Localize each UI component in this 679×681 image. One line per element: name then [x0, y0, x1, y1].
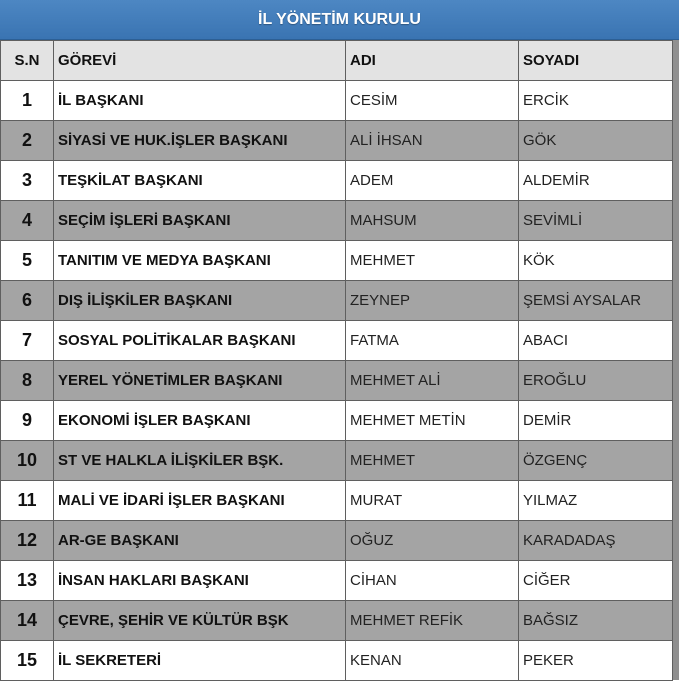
row-role: DIŞ İLİŞKİLER BAŞKANI	[54, 281, 346, 321]
table-row	[1, 441, 673, 481]
row-name: FATMA	[346, 321, 519, 361]
table-row	[1, 481, 673, 521]
row-surname: KÖK	[519, 241, 673, 281]
row-sn: 7	[1, 321, 54, 361]
row-role: ST VE HALKLA İLİŞKİLER BŞK.	[54, 441, 346, 481]
row-sn: 15	[1, 641, 54, 681]
row-sn: 8	[1, 361, 54, 401]
row-name: MEHMET	[346, 441, 519, 481]
row-surname: ÖZGENÇ	[519, 441, 673, 481]
row-role: AR-GE BAŞKANI	[54, 521, 346, 561]
row-role: SİYASİ VE HUK.İŞLER BAŞKANI	[54, 121, 346, 161]
table-row	[1, 361, 673, 401]
row-surname: BAĞSIZ	[519, 601, 673, 641]
header-role: GÖREVİ	[54, 41, 346, 81]
table-row	[1, 121, 673, 161]
row-surname: YILMAZ	[519, 481, 673, 521]
row-surname: KARADADAŞ	[519, 521, 673, 561]
row-role: MALİ VE İDARİ İŞLER BAŞKANI	[54, 481, 346, 521]
row-sn: 6	[1, 281, 54, 321]
table-row	[1, 601, 673, 641]
header-row	[1, 41, 673, 81]
row-surname: EROĞLU	[519, 361, 673, 401]
row-role: YEREL YÖNETİMLER BAŞKANI	[54, 361, 346, 401]
row-name: OĞUZ	[346, 521, 519, 561]
row-name: MEHMET	[346, 241, 519, 281]
row-name: MURAT	[346, 481, 519, 521]
table-body	[1, 81, 673, 681]
row-name: CESİM	[346, 81, 519, 121]
row-surname: GÖK	[519, 121, 673, 161]
row-role: SEÇİM İŞLERİ BAŞKANI	[54, 201, 346, 241]
table-row	[1, 641, 673, 681]
title-bar	[0, 0, 679, 40]
row-sn: 4	[1, 201, 54, 241]
table-row	[1, 281, 673, 321]
right-edge-strip	[672, 40, 679, 680]
table-row	[1, 401, 673, 441]
row-name: ALİ İHSAN	[346, 121, 519, 161]
row-sn: 1	[1, 81, 54, 121]
table-row	[1, 561, 673, 601]
table-row	[1, 161, 673, 201]
row-name: CİHAN	[346, 561, 519, 601]
row-surname: SEVİMLİ	[519, 201, 673, 241]
row-name: ADEM	[346, 161, 519, 201]
board-table	[0, 40, 673, 681]
row-surname: ALDEMİR	[519, 161, 673, 201]
row-sn: 14	[1, 601, 54, 641]
table-row	[1, 521, 673, 561]
row-surname: PEKER	[519, 641, 673, 681]
row-name: KENAN	[346, 641, 519, 681]
table-row	[1, 201, 673, 241]
header-sn: S.N	[1, 41, 54, 81]
row-surname: CİĞER	[519, 561, 673, 601]
row-role: İL BAŞKANI	[54, 81, 346, 121]
row-name: MEHMET METİN	[346, 401, 519, 441]
row-name: MEHMET ALİ	[346, 361, 519, 401]
row-name: MAHSUM	[346, 201, 519, 241]
row-sn: 10	[1, 441, 54, 481]
table-title: İL YÖNETİM KURULU	[258, 11, 421, 28]
row-role: EKONOMİ İŞLER BAŞKANI	[54, 401, 346, 441]
row-sn: 9	[1, 401, 54, 441]
row-surname: ERCİK	[519, 81, 673, 121]
row-sn: 12	[1, 521, 54, 561]
header-name: ADI	[346, 41, 519, 81]
table-row	[1, 321, 673, 361]
row-sn: 3	[1, 161, 54, 201]
row-sn: 13	[1, 561, 54, 601]
row-sn: 2	[1, 121, 54, 161]
table-row	[1, 241, 673, 281]
row-role: TEŞKİLAT BAŞKANI	[54, 161, 346, 201]
row-sn: 5	[1, 241, 54, 281]
row-role: SOSYAL POLİTİKALAR BAŞKANI	[54, 321, 346, 361]
header-surname: SOYADI	[519, 41, 673, 81]
row-name: MEHMET REFİK	[346, 601, 519, 641]
row-role: ÇEVRE, ŞEHİR VE KÜLTÜR BŞK	[54, 601, 346, 641]
row-surname: ABACI	[519, 321, 673, 361]
row-role: İL SEKRETERİ	[54, 641, 346, 681]
row-surname: ŞEMSİ AYSALAR	[519, 281, 673, 321]
row-name: ZEYNEP	[346, 281, 519, 321]
table-row	[1, 81, 673, 121]
row-surname: DEMİR	[519, 401, 673, 441]
row-sn: 11	[1, 481, 54, 521]
row-role: İNSAN HAKLARI BAŞKANI	[54, 561, 346, 601]
row-role: TANITIM VE MEDYA BAŞKANI	[54, 241, 346, 281]
